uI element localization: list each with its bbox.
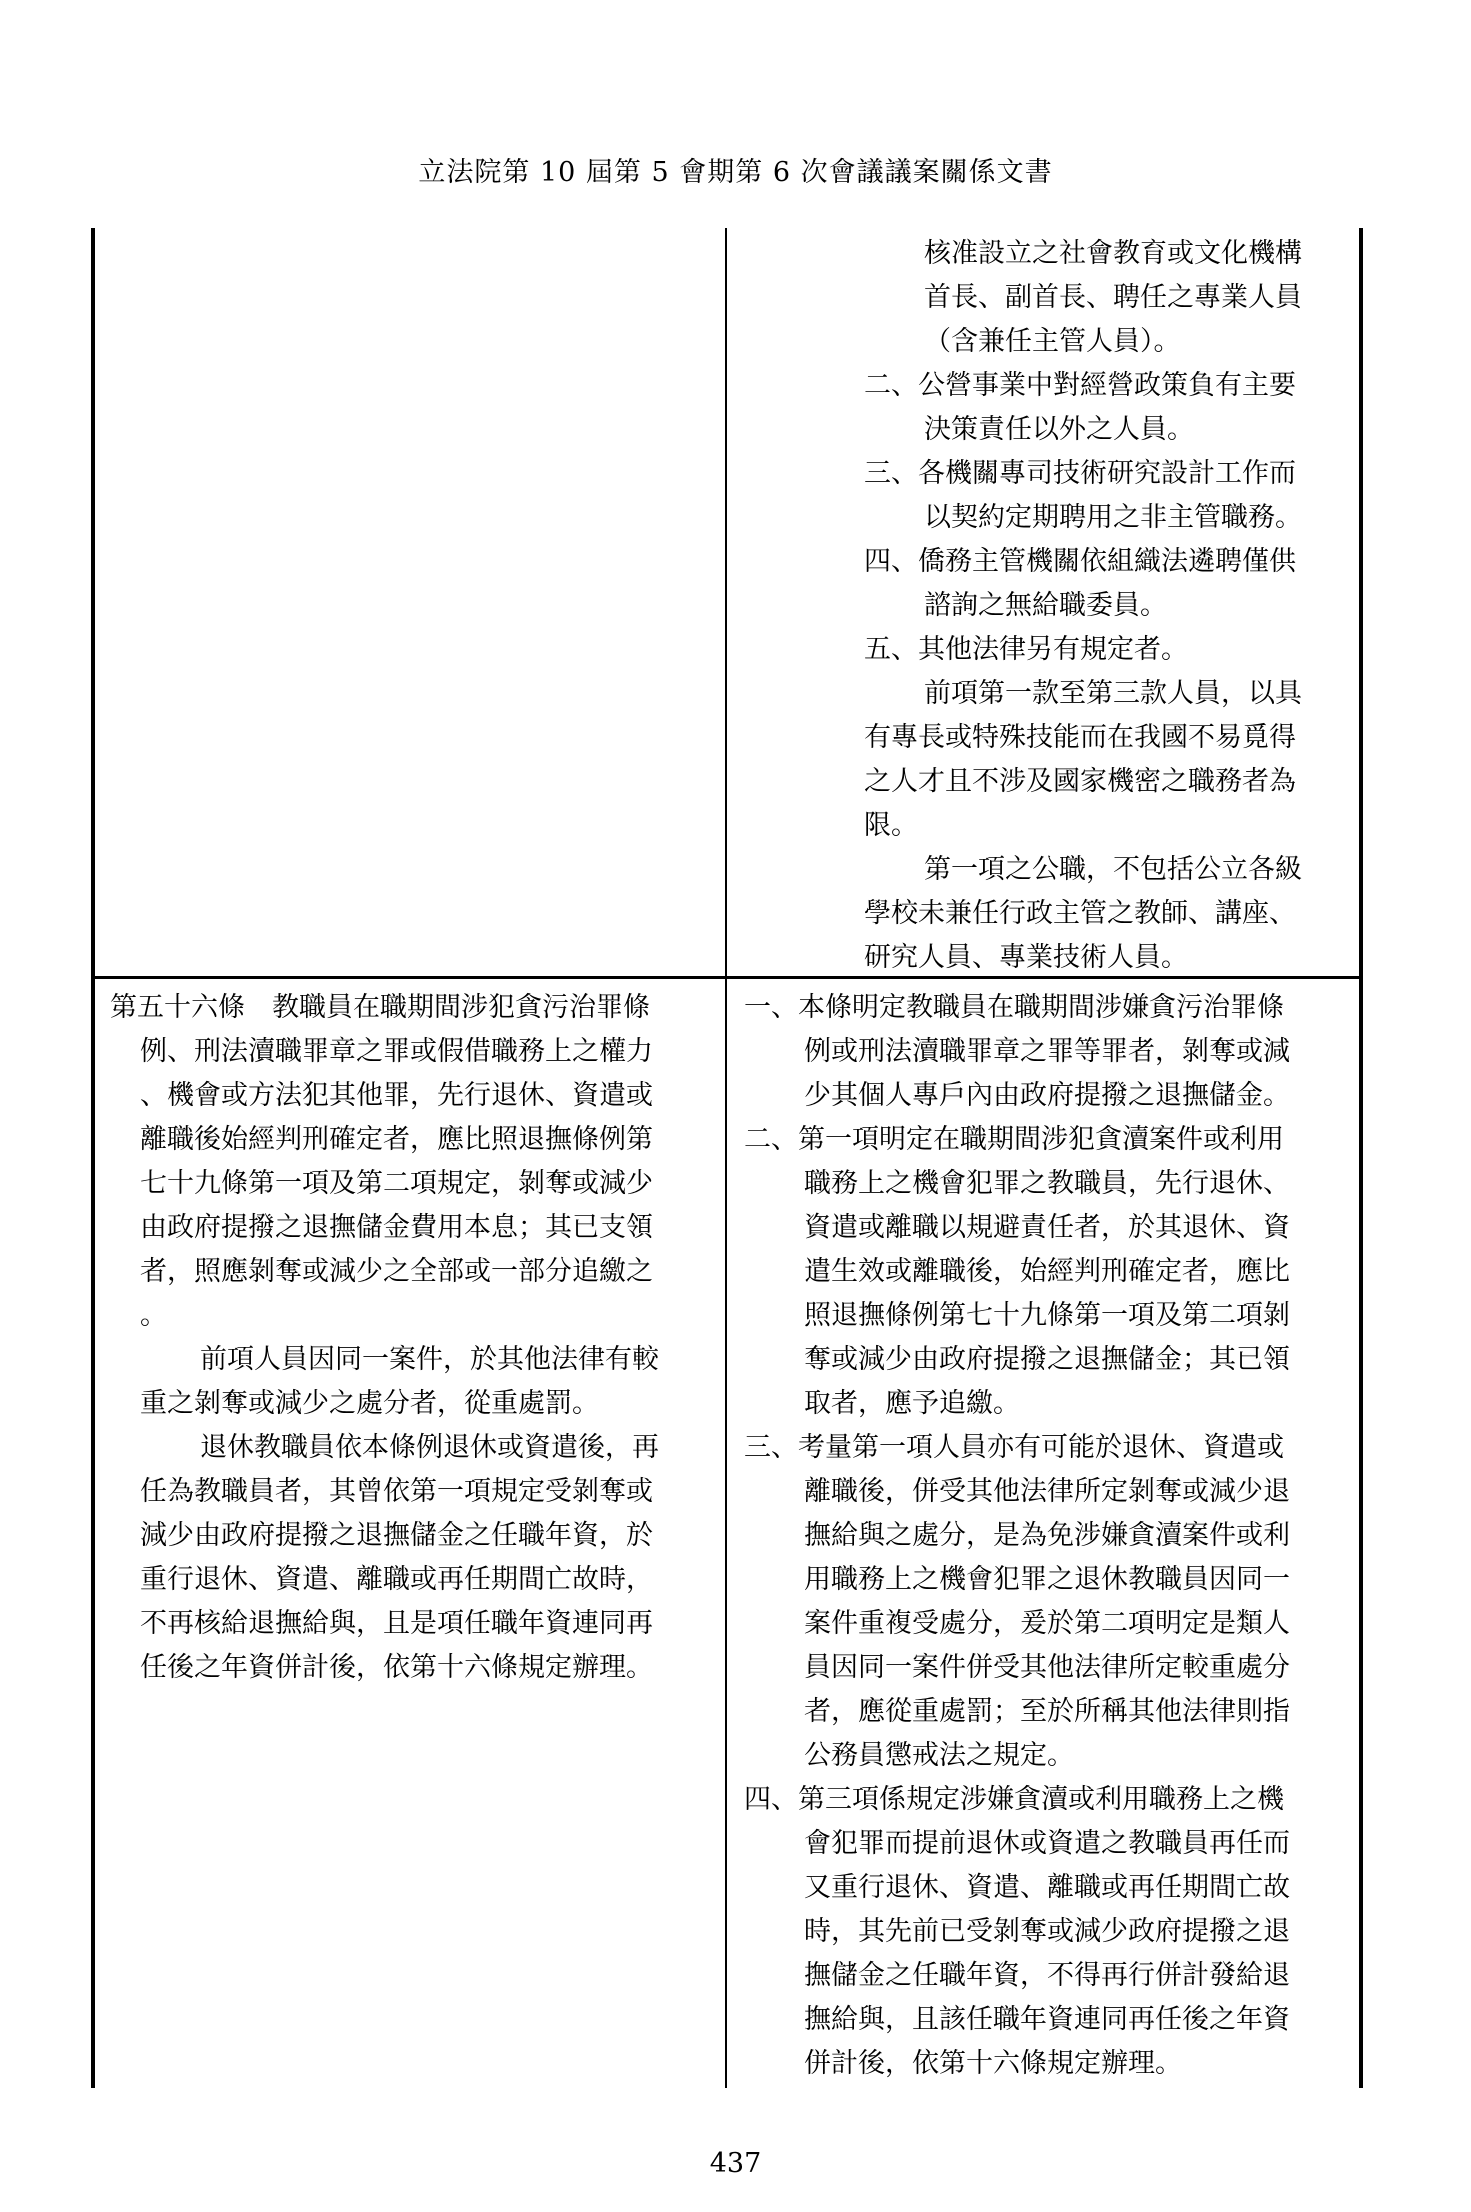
text-line: 用職務上之機會犯罪之退休教職員因同一	[804, 1564, 1290, 1595]
document-header: 立法院第 10 屆第 5 會期第 6 次會議議案關係文書	[418, 157, 1053, 188]
text-line: 撫給與之處分，是為免涉嫌貪瀆案件或利	[804, 1520, 1290, 1551]
text-line: 離職後，併受其他法律所定剝奪或減少退	[804, 1476, 1290, 1507]
text-line: 三、各機關專司技術研究設計工作而	[864, 458, 1296, 489]
text-line: 減少由政府提撥之退撫儲金之任職年資，於	[140, 1520, 653, 1551]
text-line: 二、公營事業中對經營政策負有主要	[864, 370, 1296, 401]
text-line: 案件重複受處分，爰於第二項明定是類人	[804, 1608, 1290, 1639]
text-line: 照退撫條例第七十九條第一項及第二項剝	[804, 1300, 1290, 1331]
text-line: 重行退休、資遣、離職或再任期間亡故時，	[140, 1564, 653, 1595]
table-left-border	[91, 228, 95, 2088]
text-line: 資遣或離職以規避責任者，於其退休、資	[804, 1212, 1290, 1243]
text-line: 核准設立之社會教育或文化機構	[924, 238, 1302, 269]
text-line: 例或刑法瀆職罪章之罪等罪者，剝奪或減	[804, 1036, 1290, 1067]
text-line: 研究人員、專業技術人員。	[864, 942, 1188, 973]
text-line: 任為教職員者，其曾依第一項規定受剝奪或	[140, 1476, 653, 1507]
text-line: 由政府提撥之退撫儲金費用本息；其已支領	[140, 1212, 653, 1243]
text-line: 首長、副首長、聘任之專業人員	[924, 282, 1302, 313]
text-line: 退休教職員依本條例退休或資遣後，再	[200, 1432, 659, 1463]
text-line: 少其個人專戶內由政府提撥之退撫儲金。	[804, 1080, 1290, 1111]
text-line: 取者，應予追繳。	[804, 1388, 1020, 1419]
text-line: 七十九條第一項及第二項規定，剝奪或減少	[140, 1168, 653, 1199]
text-line: 員因同一案件併受其他法律所定較重處分	[804, 1652, 1290, 1683]
text-line: 者，照應剝奪或減少之全部或一部分追繳之	[140, 1256, 653, 1287]
text-line: 任後之年資併計後，依第十六條規定辦理。	[140, 1652, 653, 1683]
text-line: 撫給與，且該任職年資連同再任後之年資	[804, 2004, 1290, 2035]
bottom-right-cell	[744, 986, 1356, 2086]
text-line: 限。	[864, 810, 918, 841]
text-line: 重之剝奪或減少之處分者，從重處罰。	[140, 1388, 599, 1419]
text-line: 公務員懲戒法之規定。	[804, 1740, 1074, 1771]
text-line: 又重行退休、資遣、離職或再任期間亡故	[804, 1872, 1290, 1903]
text-line: 會犯罪而提前退休或資遣之教職員再任而	[804, 1828, 1290, 1859]
text-line: 前項第一款至第三款人員，以具	[924, 678, 1302, 709]
top-right-cell	[864, 232, 1364, 980]
table-middle-border	[725, 228, 727, 2088]
text-line: 、機會或方法犯其他罪，先行退休、資遣或	[140, 1080, 653, 1111]
text-line: 撫儲金之任職年資，不得再行併計發給退	[804, 1960, 1290, 1991]
text-line: 五、其他法律另有規定者。	[864, 634, 1188, 665]
text-line: 第五十六條 教職員在職期間涉犯貪污治罪條	[110, 992, 650, 1023]
text-line: 三、考量第一項人員亦有可能於退休、資遣或	[744, 1432, 1284, 1463]
text-line: 奪或減少由政府提撥之退撫儲金；其已領	[804, 1344, 1290, 1375]
bottom-left-cell	[110, 986, 720, 1690]
text-line: 遣生效或離職後，始經判刑確定者，應比	[804, 1256, 1290, 1287]
text-line: 併計後，依第十六條規定辦理。	[804, 2048, 1182, 2079]
text-line: 第一項之公職，不包括公立各級	[924, 854, 1302, 885]
text-line: 一、本條明定教職員在職期間涉嫌貪污治罪條	[744, 992, 1284, 1023]
text-line: 者，應從重處罰；至於所稱其他法律則指	[804, 1696, 1290, 1727]
text-line: 決策責任以外之人員。	[924, 414, 1194, 445]
text-line: （含兼任主管人員）。	[924, 326, 1181, 357]
text-line: 時，其先前已受剝奪或減少政府提撥之退	[804, 1916, 1290, 1947]
text-line: 以契約定期聘用之非主管職務。	[924, 502, 1302, 533]
text-line: 學校未兼任行政主管之教師、講座、	[864, 898, 1296, 929]
text-line: 離職後始經判刑確定者，應比照退撫條例第	[140, 1124, 653, 1155]
text-line: 職務上之機會犯罪之教職員，先行退休、	[804, 1168, 1290, 1199]
text-line: 諮詢之無給職委員。	[924, 590, 1167, 621]
text-line: 之人才且不涉及國家機密之職務者為	[864, 766, 1296, 797]
page-number: 437	[709, 2148, 762, 2179]
text-line: 前項人員因同一案件，於其他法律有較	[200, 1344, 659, 1375]
text-line: 四、第三項係規定涉嫌貪瀆或利用職務上之機	[744, 1784, 1284, 1815]
text-line: 二、第一項明定在職期間涉犯貪瀆案件或利用	[744, 1124, 1284, 1155]
text-line: 有專長或特殊技能而在我國不易覓得	[864, 722, 1296, 753]
text-line: 不再核給退撫給與，且是項任職年資連同再	[140, 1608, 653, 1639]
text-line: 四、僑務主管機關依組織法遴聘僅供	[864, 546, 1296, 577]
text-line: 。	[140, 1300, 167, 1331]
text-line: 例、刑法瀆職罪章之罪或假借職務上之權力	[140, 1036, 653, 1067]
